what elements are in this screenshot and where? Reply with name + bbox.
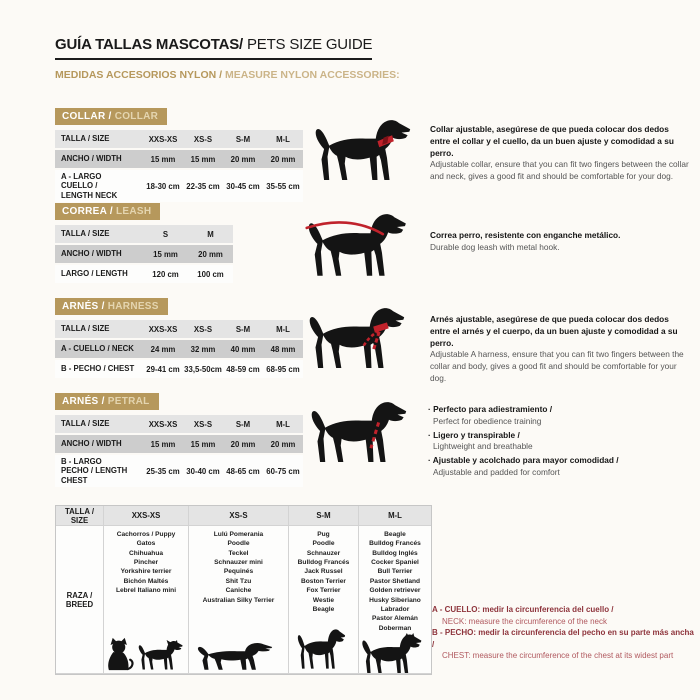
page-subtitle — [55, 69, 400, 81]
breed-item: Schnauzer mini — [214, 559, 263, 567]
breed-item: Gatos — [136, 540, 156, 548]
col-header: XXS-XS — [104, 506, 189, 526]
col-header: XXS-XS — [148, 324, 178, 334]
breed-list — [203, 530, 275, 605]
dog-silhouette-leash-icon — [305, 212, 420, 281]
cell-value: 29-41 cm — [146, 364, 180, 374]
breed-item: Pug — [317, 531, 330, 538]
breed-list — [116, 530, 176, 596]
breed-item: Bichón Maltés — [123, 577, 169, 585]
page-title-en: PETS SIZE GUIDE — [243, 36, 373, 53]
cell-value: 24 mm — [150, 344, 176, 354]
badge-label-es: ARNÉS / — [62, 396, 108, 407]
leash-description — [430, 230, 690, 254]
breed-list — [369, 530, 421, 633]
breed-item: Pastor Alemán — [372, 615, 418, 623]
cell-value: 15 mm — [150, 154, 176, 164]
cell-value: 48-59 cm — [226, 364, 260, 374]
cell-value: 20 mm — [270, 439, 296, 449]
badge-label-es: CORREA / — [62, 206, 116, 217]
breed-size-table — [55, 505, 432, 675]
breed-list — [298, 530, 350, 614]
breed-item: Chihuahua — [128, 549, 164, 557]
breed-item: Poodle — [227, 540, 250, 548]
breed-item: Golden retriever — [369, 587, 421, 595]
badge-label-en: COLLAR — [114, 111, 159, 122]
cell-value: 15 mm — [190, 154, 216, 164]
breed-item: Husky Siberiano — [369, 596, 421, 604]
table-header-row — [55, 225, 233, 243]
breed-cell-xs-s — [189, 526, 289, 674]
breed-item: Boston Terrier — [301, 577, 346, 585]
badge-label-en: PETRAL — [107, 396, 150, 407]
harness-description — [430, 314, 690, 385]
cell-value: 30-45 cm — [226, 181, 260, 191]
breed-item: Cocker Spaniel — [371, 559, 419, 567]
harness-size-table — [55, 320, 303, 380]
cell-value: 100 cm — [197, 269, 224, 279]
chihuahua-silhouette-icon — [137, 640, 189, 672]
note-en: CHEST: measure the circumference of the chest at its widest part — [442, 651, 674, 661]
col-header: S-M — [289, 506, 359, 526]
breed-item: Lulú Pomerania — [213, 531, 264, 538]
dachshund-silhouette-icon — [195, 642, 283, 672]
cell-value: 15 mm — [153, 249, 178, 259]
petral-size-table — [55, 415, 303, 489]
row-label: B - PECHO / CHEST — [61, 364, 135, 374]
cell-value: 20 mm — [270, 154, 296, 164]
table-header-row — [55, 130, 303, 148]
note-es: B - PECHO: medir la circunferencia del pecho en su parte más ancha / — [432, 628, 694, 649]
breed-item: Bulldog Francés — [297, 559, 350, 567]
table-row — [55, 265, 233, 283]
table-row — [55, 340, 303, 358]
col-header: M-L — [276, 324, 290, 334]
petral-section-badge — [55, 393, 159, 410]
harness-section-badge — [55, 298, 168, 315]
cell-value: 15 mm — [190, 439, 216, 449]
description-es: Correa perro, resistente con enganche metálico. — [430, 230, 621, 240]
col-header: XS-S — [193, 324, 213, 334]
cell-value: 60-75 cm — [266, 466, 300, 476]
table-row — [55, 150, 303, 168]
doberman-silhouette-icon — [360, 633, 430, 674]
dog-silhouette-collar-icon — [312, 118, 424, 185]
table-header-row — [55, 320, 303, 338]
col-header: S — [162, 229, 169, 239]
cell-value: 25-35 cm — [146, 466, 180, 476]
col-header: XS-S — [193, 134, 213, 144]
col-header: TALLA / SIZE — [61, 419, 110, 429]
row-label: B - LARGO PECHO / LENGTH CHEST — [61, 457, 128, 485]
collar-section-badge — [55, 108, 167, 125]
silhouettes-xxs-xs — [104, 636, 189, 672]
badge-label-en: HARNESS — [107, 301, 159, 312]
cell-value: 33,5-50cm — [184, 364, 222, 374]
breed-item: Pincher — [133, 559, 159, 567]
measuring-notes — [432, 604, 694, 662]
table-row — [55, 245, 233, 263]
feature-en: Adjustable and padded for comfort — [433, 466, 560, 477]
feature-en: Perfect for obedience training — [433, 415, 542, 426]
col-header: M — [207, 229, 214, 239]
col-header: XS-S — [189, 506, 289, 526]
cat-silhouette-icon — [104, 636, 134, 672]
col-header: S-M — [235, 324, 251, 334]
breed-item: Yorkshire terrier — [120, 568, 172, 576]
table-row — [55, 360, 303, 378]
col-header: XXS-XS — [148, 419, 178, 429]
silhouettes-xs-s — [195, 642, 283, 672]
description-en: Adjustable A harness, ensure that you can fit two fingers between the collar and body, gives a good fit and should be comfortable for your dog. — [430, 349, 684, 383]
breed-cell-xxs-xs — [104, 526, 189, 674]
silhouettes-s-m — [296, 628, 352, 672]
feature-es: · Perfecto para adiestramiento / — [428, 404, 678, 416]
page-title-es: GUÍA TALLAS MASCOTAS/ — [55, 36, 244, 53]
col-header: TALLA / SIZE — [61, 324, 110, 334]
badge-label-es: COLLAR / — [62, 111, 115, 122]
col-header: XXS-XS — [148, 134, 178, 144]
table-row — [55, 170, 303, 202]
cell-value: 20 mm — [198, 249, 223, 259]
cell-value: 48 mm — [270, 344, 296, 354]
col-header: TALLA / SIZE — [56, 506, 104, 526]
cell-value: 48-65 cm — [226, 466, 260, 476]
leash-section-badge — [55, 203, 160, 220]
feature-en: Lightweight and breathable — [433, 441, 533, 452]
cell-value: 20 mm — [230, 154, 256, 164]
petral-features — [428, 404, 678, 481]
dog-silhouette-harness-icon — [306, 306, 418, 373]
description-es: Arnés ajustable, asegúrese de que pueda colocar dos dedos entre el arnés y el cuerpo, da un buen ajuste y comodidad a su perro. — [430, 314, 678, 348]
cell-value: 15 mm — [150, 439, 176, 449]
breed-item: Shit Tzu — [225, 577, 252, 585]
leash-size-table — [55, 225, 233, 285]
breed-item: Cachorros / Puppy — [116, 531, 176, 538]
breed-item: Labrador — [380, 605, 410, 613]
cell-value: 35-55 cm — [266, 181, 300, 191]
breed-item: Teckel — [228, 549, 249, 557]
row-label: ANCHO / WIDTH — [61, 154, 122, 164]
col-header: M-L — [359, 506, 431, 526]
description-en: Adjustable collar, ensure that you can fit two fingers between the collar and neck, gives a good fit and should be comfortable for your dog. — [430, 159, 689, 182]
page-title — [55, 36, 372, 60]
col-header: XS-S — [193, 419, 213, 429]
silhouettes-m-l — [360, 633, 430, 674]
description-es: Collar ajustable, asegúrese de que pueda colocar dos dedos entre el collar y el cuello, da un buen ajuste y comodidad a su perro. — [430, 124, 674, 158]
breed-row-label: RAZA / BREED — [56, 526, 104, 674]
note-es: A - CUELLO: medir la circunferencia del cuello / — [432, 605, 614, 614]
schnauzer-silhouette-icon — [296, 628, 352, 672]
cell-value: 68-95 cm — [266, 364, 300, 374]
col-header: M-L — [276, 134, 290, 144]
cell-value: 22-35 cm — [186, 181, 220, 191]
collar-size-table — [55, 130, 303, 204]
cell-value: 40 mm — [230, 344, 256, 354]
breed-cell-m-l — [359, 526, 431, 674]
breed-cell-s-m — [289, 526, 359, 674]
col-header: TALLA / SIZE — [61, 134, 110, 144]
breed-item: Lebrel Italiano mini — [115, 587, 177, 595]
col-header: S-M — [235, 134, 251, 144]
cell-value: 30-40 cm — [186, 466, 220, 476]
row-label: LARGO / LENGTH — [61, 269, 128, 279]
cell-value: 120 cm — [152, 269, 179, 279]
note-en: NECK: measure the circumference of the neck — [442, 616, 607, 626]
badge-label-en: LEASH — [116, 206, 152, 217]
breed-item: Beagle — [384, 531, 406, 538]
breed-item: Pequinés — [223, 568, 254, 576]
page-subtitle-es: MEDIDAS ACCESORIOS NYLON / — [55, 69, 225, 81]
breed-item: Doberman — [378, 624, 412, 632]
cell-value: 32 mm — [190, 344, 216, 354]
breed-item: Caniche — [225, 587, 252, 595]
breed-item: Jack Russel — [304, 568, 343, 576]
col-header: M-L — [276, 419, 290, 429]
breed-item: Australian Silky Terrier — [202, 596, 275, 604]
feature-es: · Ajustable y acolchado para mayor comodidad / — [428, 455, 678, 467]
cell-value: 18-30 cm — [146, 181, 180, 191]
breed-item: Poodle — [312, 540, 335, 548]
breed-item: Bulldog Inglés — [372, 549, 418, 557]
col-header: TALLA / SIZE — [61, 229, 110, 239]
description-en: Durable dog leash with metal hook. — [430, 241, 560, 252]
page-subtitle-en: MEASURE NYLON ACCESSORIES: — [224, 69, 400, 81]
badge-label-es: ARNÉS / — [62, 301, 108, 312]
breed-item: Bulldog Francés — [369, 540, 421, 548]
collar-description — [430, 124, 690, 183]
breed-item: Schnauzer — [306, 549, 341, 557]
table-header-row — [55, 415, 303, 433]
row-label: ANCHO / WIDTH — [61, 249, 122, 259]
breed-item: Westie — [312, 596, 335, 604]
table-row — [55, 455, 303, 487]
row-label: ANCHO / WIDTH — [61, 439, 122, 449]
breed-item: Bull Terrier — [377, 568, 413, 576]
col-header: S-M — [235, 419, 251, 429]
dog-silhouette-petral-icon — [308, 400, 420, 467]
table-row — [55, 435, 303, 453]
row-label: A - CUELLO / NECK — [61, 344, 134, 354]
feature-es: · Ligero y transpirable / — [428, 430, 678, 442]
row-label: A - LARGO CUELLO / LENGTH NECK — [61, 172, 118, 200]
cell-value: 20 mm — [230, 439, 256, 449]
breed-item: Fox Terrier — [306, 587, 341, 595]
breed-item: Beagle — [312, 605, 335, 613]
breed-item: Pastor Shetland — [369, 577, 421, 585]
